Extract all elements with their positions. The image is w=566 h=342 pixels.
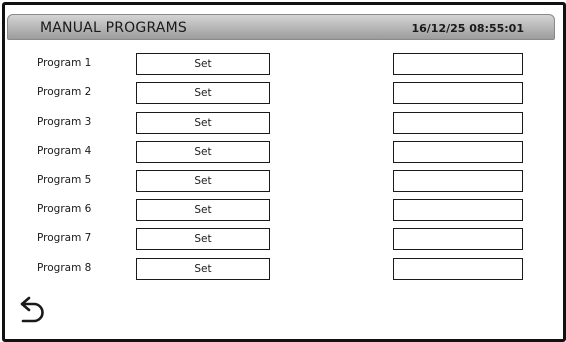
- program-row-8: [0, 258, 566, 280]
- title-bar: [7, 14, 555, 40]
- program-label: Program 5: [37, 174, 92, 186]
- set-button-program-4[interactable]: Set: [136, 141, 270, 163]
- program-label: Program 7: [37, 232, 92, 244]
- program-row-1: [0, 53, 566, 75]
- program-label: Program 1: [37, 57, 92, 69]
- set-button-program-3[interactable]: Set: [136, 112, 270, 134]
- value-field-program-3[interactable]: [393, 112, 523, 134]
- value-field-program-1[interactable]: [393, 53, 523, 75]
- set-button-program-2[interactable]: Set: [136, 82, 270, 104]
- value-field-program-8[interactable]: [393, 258, 523, 280]
- value-field-program-2[interactable]: [393, 82, 523, 104]
- program-label: Program 6: [37, 203, 92, 215]
- set-button-program-6[interactable]: Set: [136, 199, 270, 221]
- page-title: MANUAL PROGRAMS: [40, 20, 187, 36]
- value-field-program-5[interactable]: [393, 170, 523, 192]
- program-row-4: [0, 141, 566, 163]
- program-label: Program 3: [37, 116, 92, 128]
- set-button-program-5[interactable]: Set: [136, 170, 270, 192]
- program-row-6: [0, 199, 566, 221]
- back-button[interactable]: [14, 295, 48, 325]
- set-button-program-8[interactable]: Set: [136, 258, 270, 280]
- value-field-program-4[interactable]: [393, 141, 523, 163]
- set-button-program-1[interactable]: Set: [136, 53, 270, 75]
- value-field-program-6[interactable]: [393, 199, 523, 221]
- program-label: Program 4: [37, 145, 92, 157]
- program-row-3: [0, 112, 566, 134]
- set-button-program-7[interactable]: Set: [136, 228, 270, 250]
- datetime-display: 16/12/25 08:55:01: [411, 22, 524, 35]
- back-arrow-icon: [14, 295, 48, 325]
- program-label: Program 8: [37, 262, 92, 274]
- value-field-program-7[interactable]: [393, 228, 523, 250]
- program-row-5: [0, 170, 566, 192]
- program-row-7: [0, 228, 566, 250]
- program-row-2: [0, 82, 566, 104]
- program-label: Program 2: [37, 86, 92, 98]
